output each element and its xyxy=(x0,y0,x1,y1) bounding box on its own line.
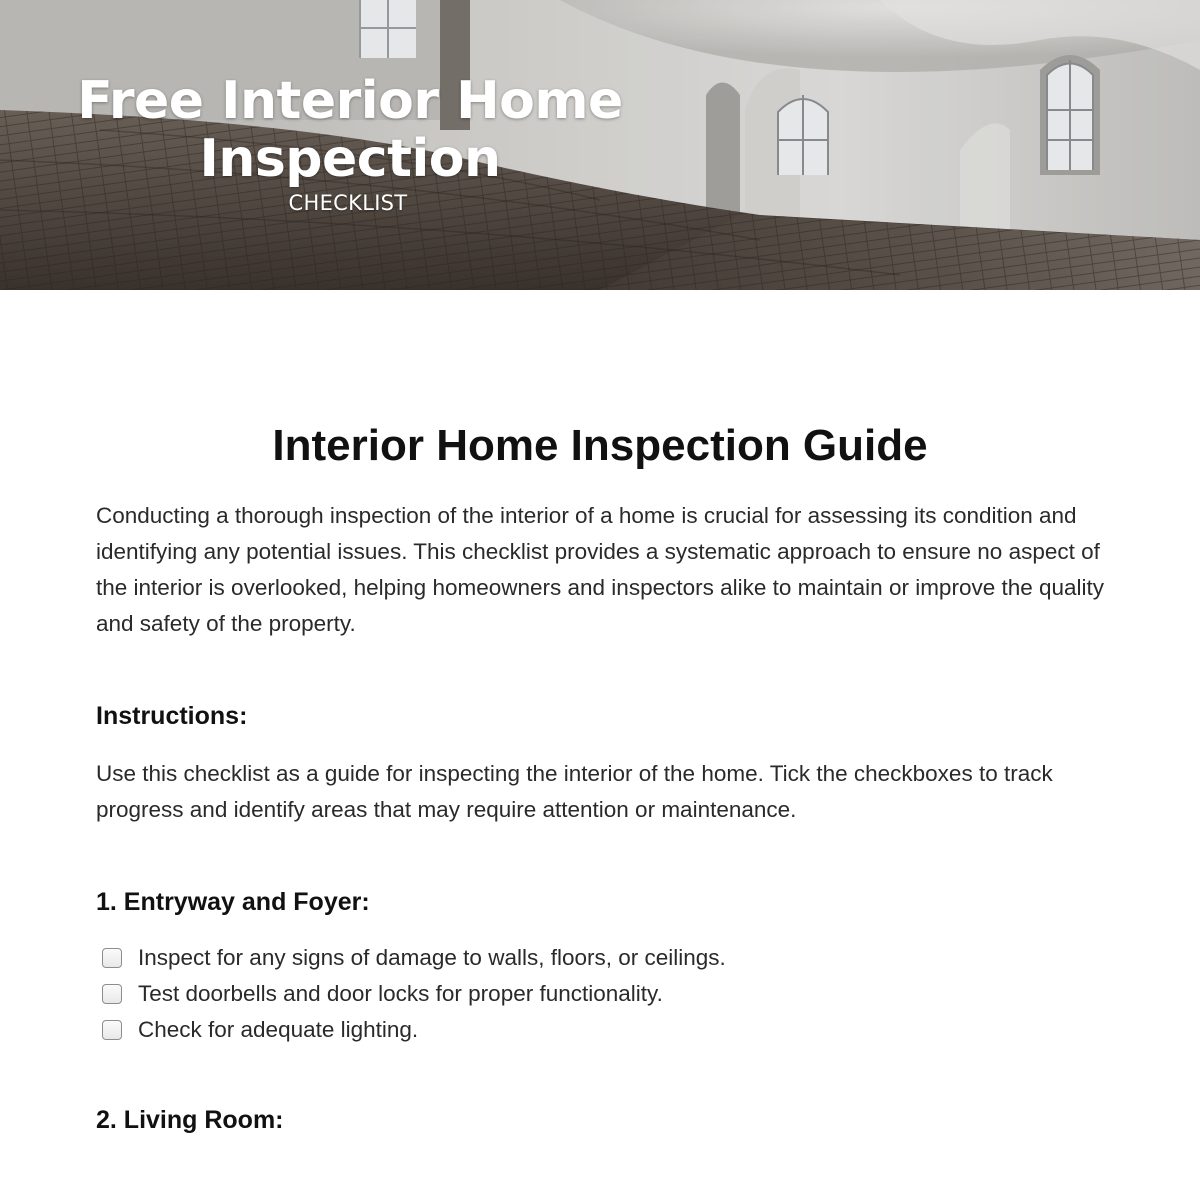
hero-banner xyxy=(0,0,1200,290)
instructions-paragraph: Use this checklist as a guide for inspecting the interior of the home. Tick the checkboxes to track progress and identify areas that may require attention or maintenance. xyxy=(96,761,1053,822)
section-heading: 2. Living Room: xyxy=(96,1106,284,1134)
hero-title: Free Interior Home Inspection xyxy=(77,71,623,189)
checkbox[interactable] xyxy=(102,984,122,1004)
hero-subtitle: CHECKLIST xyxy=(288,191,408,215)
checkbox[interactable] xyxy=(102,948,122,968)
checklist-item-label: Check for adequate lighting. xyxy=(138,1017,419,1042)
checklist-item[interactable] xyxy=(96,976,1106,1012)
checklist-item[interactable] xyxy=(96,1012,1106,1048)
document-body xyxy=(96,418,1106,1136)
checklist-item-label: Inspect for any signs of damage to walls, floors, or ceilings. xyxy=(138,945,726,970)
checkbox[interactable] xyxy=(102,1020,122,1040)
intro-paragraph: Conducting a thorough inspection of the interior of a home is crucial for assessing its condition and identifying any potential issues. This checklist provides a systematic approach to ensure no aspect of the interior is overlooked, helping homeowners and inspectors alike to maintain or improve the quality and safety of the property. xyxy=(96,503,1105,636)
checklist xyxy=(96,940,1106,1048)
section-heading: 1. Entryway and Foyer: xyxy=(96,888,370,916)
checklist-item[interactable] xyxy=(96,940,1106,976)
section-living-room xyxy=(96,1104,1106,1136)
instructions-heading: Instructions: xyxy=(96,702,248,730)
checklist-item-label: Test doorbells and door locks for proper functionality. xyxy=(138,981,663,1006)
document-title: Interior Home Inspection Guide xyxy=(272,421,928,470)
section-entryway xyxy=(96,886,1106,1048)
